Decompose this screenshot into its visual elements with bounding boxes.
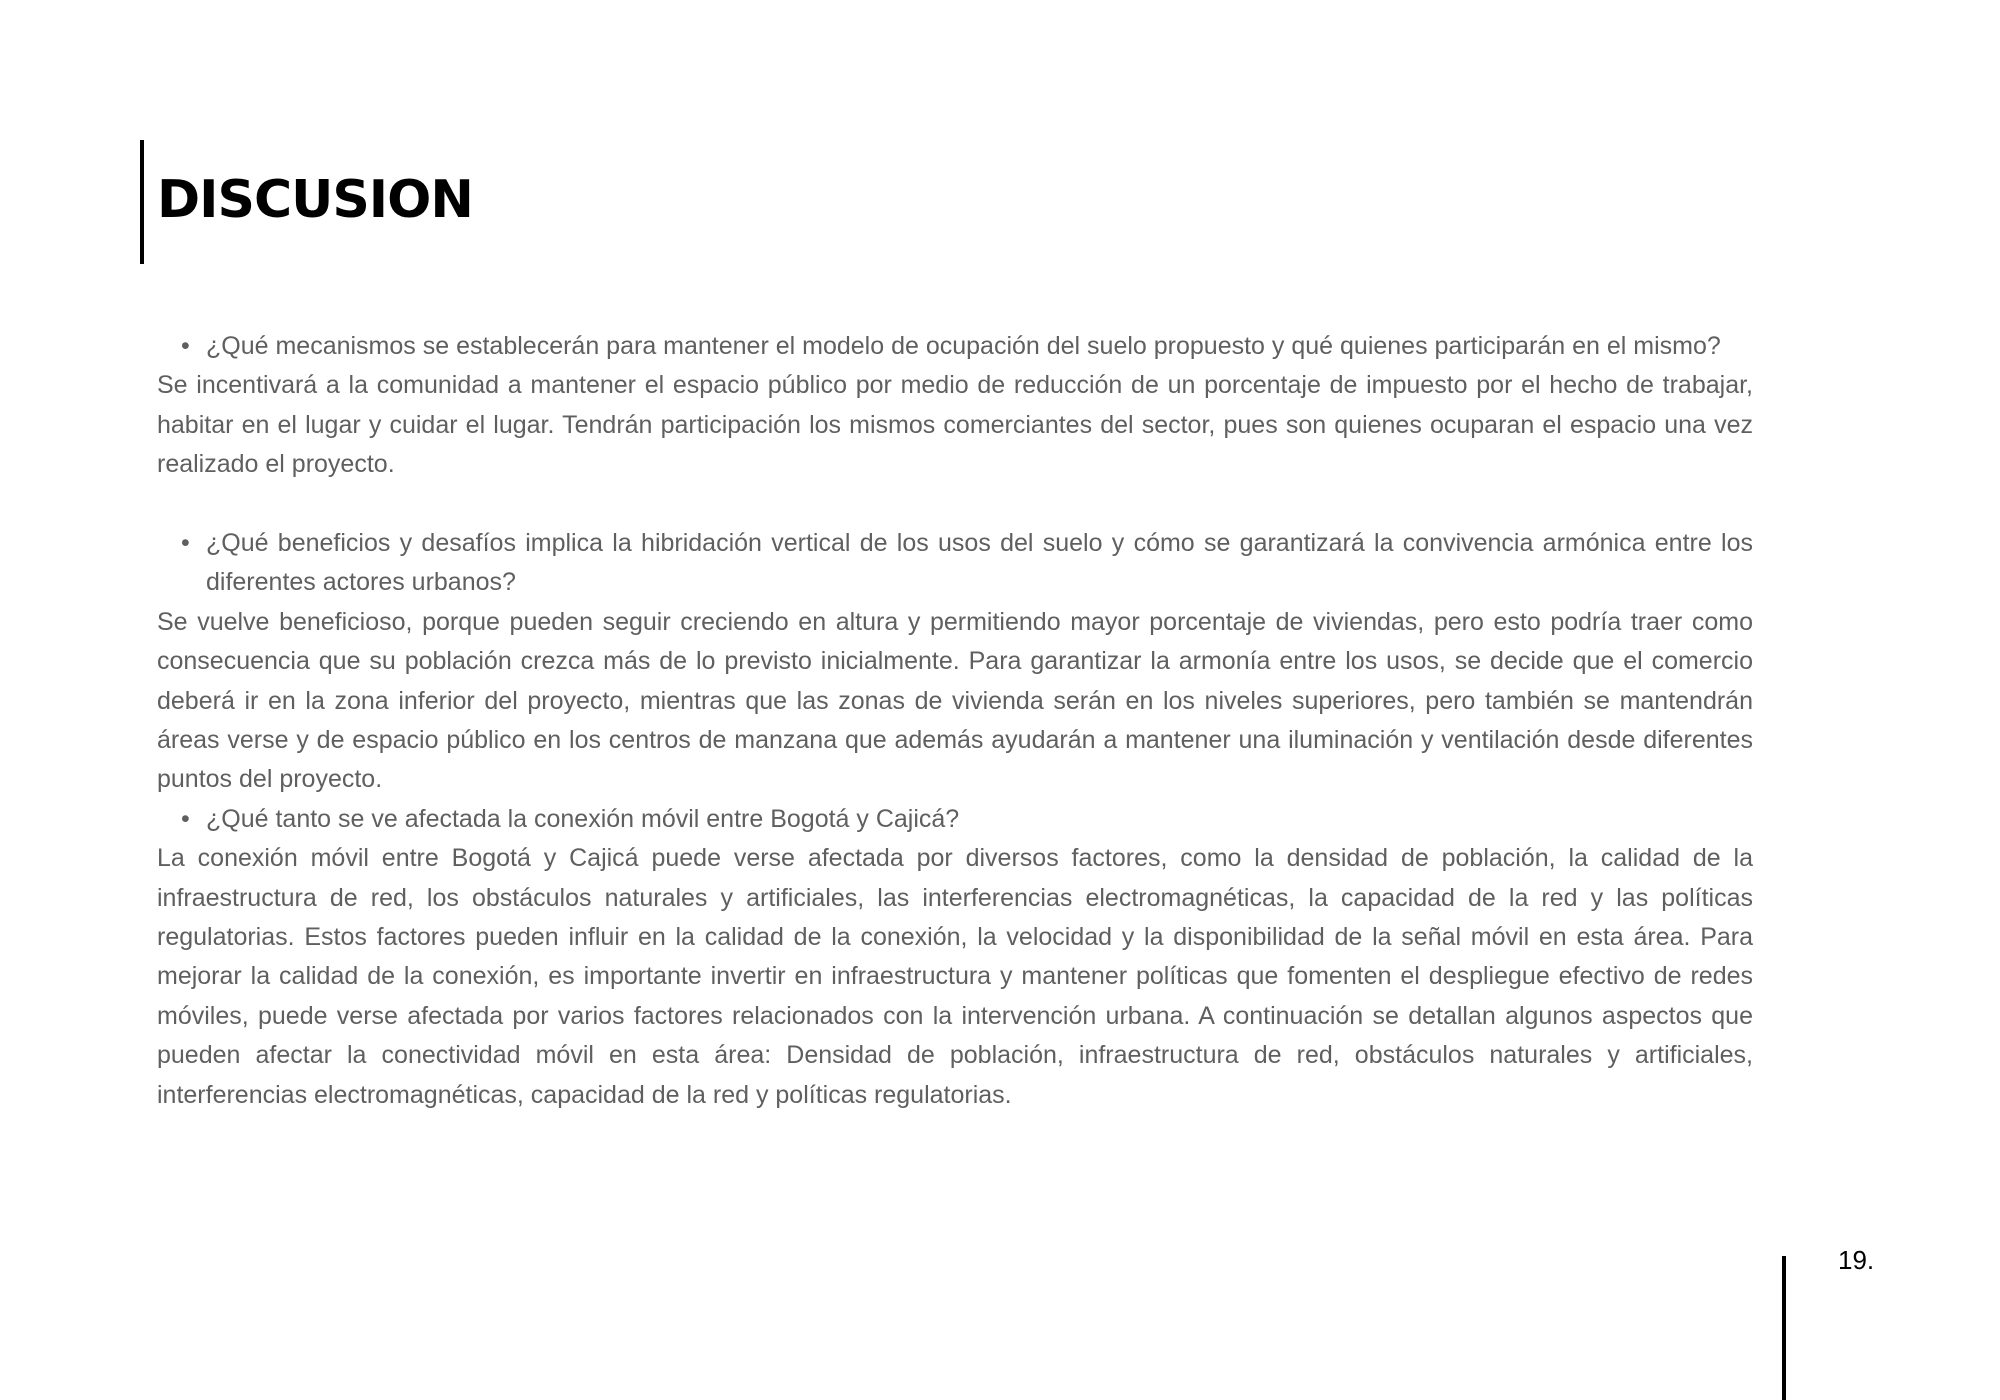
page-number: 19. bbox=[1838, 1245, 1875, 1275]
question-text-1: ¿Qué mecanismos se establecerán para mantener el modelo de ocupación del suelo propuesto y qué quienes participarán en el mismo? bbox=[206, 332, 1721, 360]
bullet-icon: • bbox=[181, 529, 190, 558]
page-title: DISCUSION bbox=[157, 170, 473, 230]
question-item-3 bbox=[157, 800, 1753, 839]
answer-paragraph-2: Se vuelve beneficioso, porque pueden seguir creciendo en altura y permitiendo mayor porcentaje de viviendas, pero esto podría traer como consecuencia que su población crezca más de lo previsto inicialmente. Para garantizar la armonía entre los usos, se decide que el comercio deberá ir en la zona inferior del proyecto, mientras que las zonas de vivienda serán en los niveles superiores, pero también se mantendrán áreas verse y de espacio público en los centros de manzana que además ayudarán a mantener una iluminación y ventilación desde diferentes puntos del proyecto. bbox=[157, 607, 1753, 794]
question-item-2 bbox=[157, 524, 1753, 603]
discussion-content bbox=[157, 327, 1753, 1115]
bullet-icon: • bbox=[181, 804, 190, 833]
question-text-2: ¿Qué beneficios y desafíos implica la hibridación vertical de los usos del suelo y cómo se garantizará la convivencia armónica entre los diferentes actores urbanos? bbox=[206, 529, 1753, 597]
title-accent-bar bbox=[140, 140, 144, 264]
question-item-1 bbox=[157, 327, 1753, 366]
answer-paragraph-3: La conexión móvil entre Bogotá y Cajicá puede verse afectada por diversos factores, como la densidad de población, la calidad de la infraestructura de red, los obstáculos naturales y artificiales, las interferencias electromagnéticas, la capacidad de la red y las políticas regulatorias. Estos factores pueden influir en la calidad de la conexión, la velocidad y la disponibilidad de la señal móvil en esta área. Para mejorar la calidad de la conexión, es importante invertir en infraestructura y mantener políticas que fomenten el despliegue efectivo de redes móviles, puede verse afectada por varios factores relacionados con la intervención urbana. A continuación se detallan algunos aspectos que pueden afectar la conectividad móvil en esta área: Densidad de población, infraestructura de red, obstáculos naturales y artificiales, interferencias electromagnéticas, capacidad de la red y políticas regulatorias. bbox=[157, 844, 1753, 1109]
section-spacer bbox=[157, 485, 1753, 524]
bullet-icon: • bbox=[181, 332, 190, 360]
question-text-3: ¿Qué tanto se ve afectada la conexión móvil entre Bogotá y Cajicá? bbox=[206, 804, 960, 833]
footer-accent-bar bbox=[1782, 1256, 1786, 1400]
answer-paragraph-1: Se incentivará a la comunidad a mantener el espacio público por medio de reducción de un porcentaje de impuesto por el hecho de trabajar, habitar en el lugar y cuidar el lugar. Tendrán participación los mismos comerciantes del sector, pues son quienes ocuparan el espacio una vez realizado el proyecto. bbox=[157, 371, 1753, 479]
